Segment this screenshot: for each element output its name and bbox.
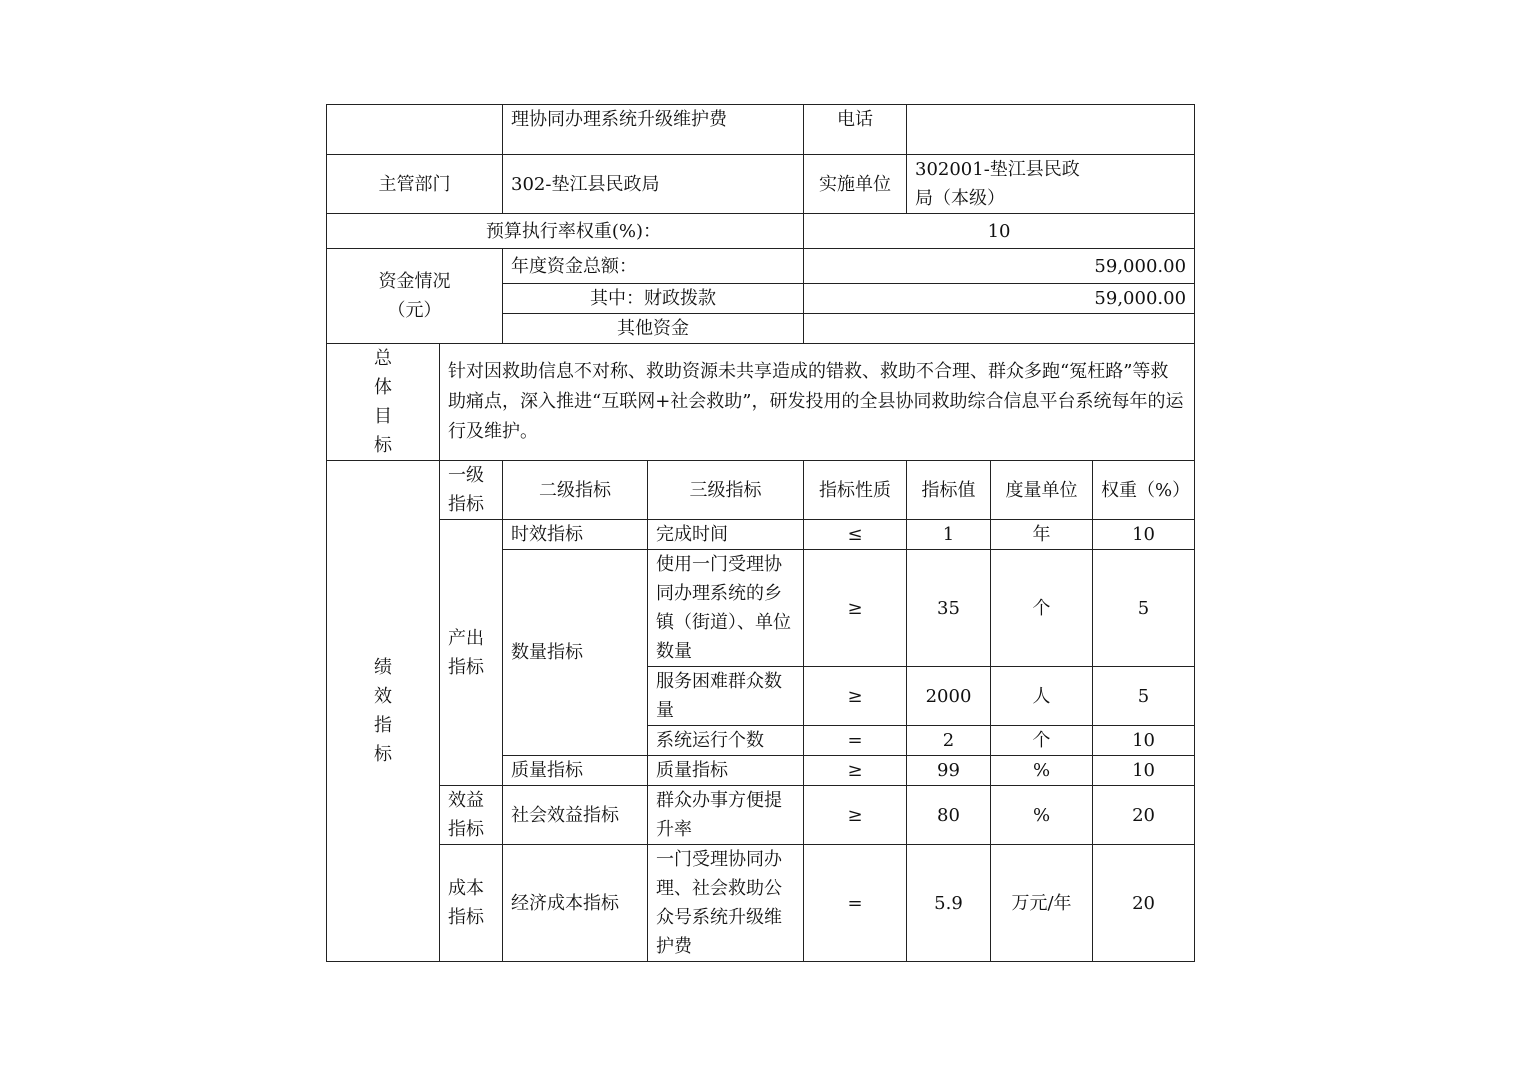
goal-label	[327, 344, 440, 461]
budget-weight-value: 10	[804, 214, 1195, 249]
table-row-weight: 10	[1093, 520, 1195, 550]
table-row-unit: 万元/年	[991, 845, 1093, 962]
project-name-value: 理协同办理系统升级维护费	[503, 105, 804, 155]
header-level3: 三级指标	[648, 461, 804, 520]
budget-weight-label: 预算执行率权重(%)：	[327, 214, 804, 249]
dept-label: 主管部门	[327, 155, 503, 214]
level2-quality: 质量指标	[503, 756, 648, 786]
table-row-name: 服务困难群众数量	[648, 667, 804, 726]
table-row-name: 质量指标	[648, 756, 804, 786]
table-row-value: 5.9	[907, 845, 991, 962]
table-row-op: ≤	[804, 520, 907, 550]
table-row-op: ≥	[804, 786, 907, 845]
level2-economic: 经济成本指标	[503, 845, 648, 962]
table-row-unit: %	[991, 756, 1093, 786]
funds-fiscal-amount: 59,000.00	[804, 284, 1195, 314]
performance-target-table	[326, 104, 1195, 962]
impl-value-text: 302001-垫江县民政局（本级）	[915, 159, 1080, 209]
funds-total-amount: 59,000.00	[804, 249, 1195, 284]
table-row-weight: 5	[1093, 667, 1195, 726]
table-row-op: ≥	[804, 550, 907, 667]
table-row-weight: 20	[1093, 786, 1195, 845]
funds-other-amount	[804, 314, 1195, 344]
header-value: 指标值	[907, 461, 991, 520]
funds-other-label: 其他资金	[503, 314, 804, 344]
goal-label-char: 目	[374, 406, 392, 427]
table-row-weight: 10	[1093, 756, 1195, 786]
dept-value: 302-垫江县民政局	[503, 155, 804, 214]
level1-output: 产出指标	[440, 520, 503, 786]
funds-label	[327, 249, 503, 344]
impl-label: 实施单位	[804, 155, 907, 214]
table-row-weight: 20	[1093, 845, 1195, 962]
funds-fiscal-label: 其中：财政拨款	[503, 284, 804, 314]
level2-social: 社会效益指标	[503, 786, 648, 845]
table-row-unit: 个	[991, 726, 1093, 756]
indicators-label-char: 效	[374, 686, 392, 707]
indicators-label-char: 指	[374, 715, 392, 736]
table-row-unit: %	[991, 786, 1093, 845]
table-row-value: 1	[907, 520, 991, 550]
phone-value	[907, 105, 1195, 155]
table-row-name: 系统运行个数	[648, 726, 804, 756]
header-nature: 指标性质	[804, 461, 907, 520]
table-row-name: 一门受理协同办理、社会救助公众号系统升级维护费	[648, 845, 804, 962]
table-row-value: 35	[907, 550, 991, 667]
level1-benefit: 效益指标	[440, 786, 503, 845]
table-row-value: 2000	[907, 667, 991, 726]
header-level1: 一级指标	[440, 461, 503, 520]
level2-timeliness: 时效指标	[503, 520, 648, 550]
header-weight: 权重（%）	[1093, 461, 1195, 520]
table-row-unit: 人	[991, 667, 1093, 726]
header-unit: 度量单位	[991, 461, 1093, 520]
table-row-name: 群众办事方便提升率	[648, 786, 804, 845]
goal-text: 针对因救助信息不对称、救助资源未共享造成的错救、救助不合理、群众多跑“冤枉路”等救助痛点，深入推进“互联网+社会救助”，研发投用的全县协同救助综合信息平台系统每年的运行及维护。	[440, 344, 1195, 461]
table-row-value: 99	[907, 756, 991, 786]
goal-label-char: 标	[374, 435, 392, 456]
table-row-weight: 10	[1093, 726, 1195, 756]
header-level2: 二级指标	[503, 461, 648, 520]
level1-cost: 成本指标	[440, 845, 503, 962]
indicators-label	[327, 461, 440, 962]
indicators-label-char: 标	[374, 744, 392, 765]
level2-quantity: 数量指标	[503, 550, 648, 756]
table-row-unit: 个	[991, 550, 1093, 667]
table-row-value: 2	[907, 726, 991, 756]
table-row-unit: 年	[991, 520, 1093, 550]
table-row-value: 80	[907, 786, 991, 845]
table-row-op: ≥	[804, 667, 907, 726]
table-row-op: =	[804, 726, 907, 756]
table-row-weight: 5	[1093, 550, 1195, 667]
phone-label: 电话	[804, 105, 907, 155]
goal-label-char: 总	[374, 348, 392, 369]
goal-label-char: 体	[374, 377, 392, 398]
table-row-op: ≥	[804, 756, 907, 786]
funds-total-label: 年度资金总额：	[503, 249, 804, 284]
indicators-label-char: 绩	[374, 657, 392, 678]
funds-label-line1: 资金情况	[378, 271, 451, 292]
project-name-label-cell	[327, 105, 503, 155]
impl-value	[907, 155, 1195, 214]
table-row-name: 完成时间	[648, 520, 804, 550]
table-row-op: =	[804, 845, 907, 962]
funds-label-line2: （元）	[387, 300, 442, 321]
table-row-name: 使用一门受理协同办理系统的乡镇（街道）、单位数量	[648, 550, 804, 667]
